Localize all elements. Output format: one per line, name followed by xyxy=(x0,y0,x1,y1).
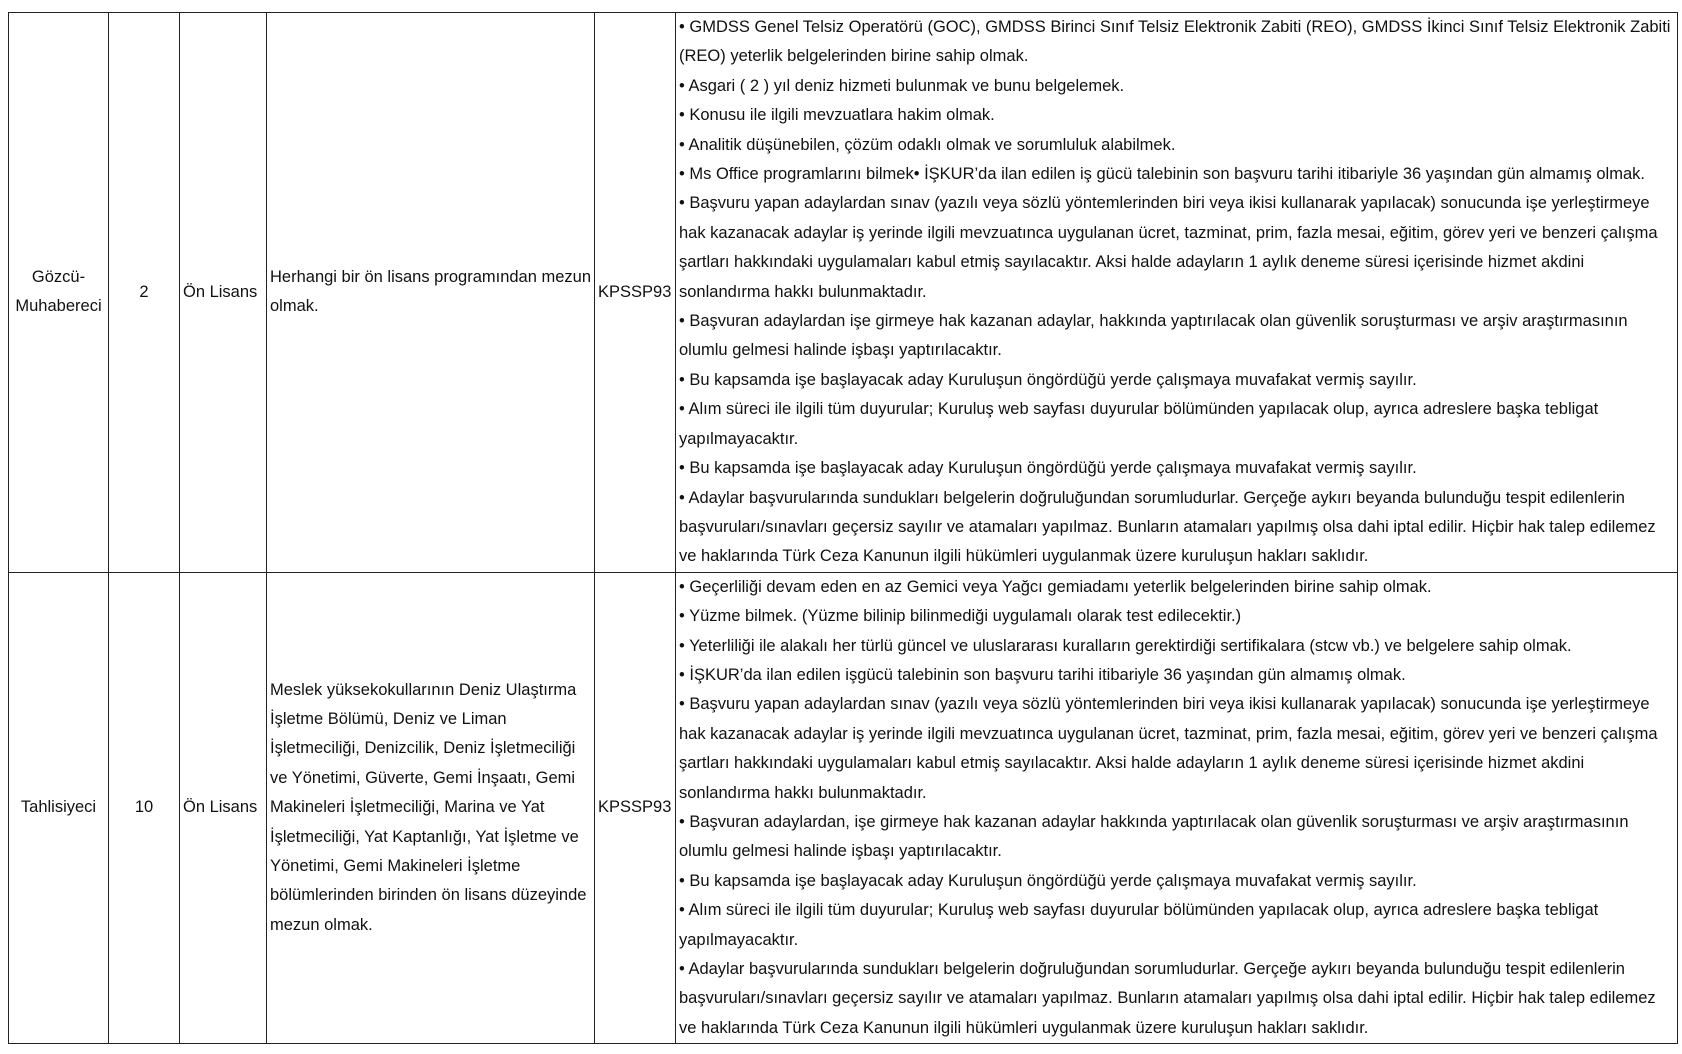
qualification-item: • Alım süreci ile ilgili tüm duyurular; Kuruluş web sayfası duyurular bölümünden yapılacak olup, ayrıca adreslere başka tebligat yapılmayacaktır. xyxy=(679,901,1599,949)
qualification-item: • Analitik düşünebilen, çözüm odaklı olmak ve sorumluluk alabilmek. xyxy=(679,135,1176,154)
qualification-item: • Alım süreci ile ilgili tüm duyurular; Kuruluş web sayfası duyurular bölümünden yapılacak olup, ayrıca adreslere başka tebligat yapılmayacaktır. xyxy=(679,400,1599,448)
education-level-cell xyxy=(180,572,267,1044)
program-requirement-cell xyxy=(267,572,595,1044)
education-level: Ön Lisans xyxy=(183,798,258,817)
position-title: Gözcü-Muhabereci xyxy=(15,267,102,316)
program-requirement: Meslek yüksekokullarının Deniz Ulaştırma İşletme Bölümü, Deniz ve Liman İşletmeciliği, Denizcilik, Deniz İşletmeciliği ve Yönetimi, Güverte, Gemi İnşaatı, Gemi Makineleri İşletmeciliği, Marina ve Yat İşletmeciliği, Yat Kaptanlığı, Yat İşletme ve Yönetimi, Gemi Makineleri İşletme bölümlerinden birinden ön lisans düzeyinde mezun olmak. xyxy=(270,680,587,934)
position-count-cell xyxy=(109,572,180,1044)
exam-score-type-cell xyxy=(595,13,676,573)
qualification-list-cell xyxy=(676,13,1678,573)
education-level-cell xyxy=(180,13,267,573)
job-listing-table-wrapper xyxy=(8,12,1677,1044)
qualification-item: • Adaylar başvurularında sundukları belgelerin doğruluğundan sorumludurlar. Gerçeğe aykırı beyanda bulunduğu tespit edilenlerin başvuruları/sınavları geçersiz sayılır ve atamaları yapılmaz. Bunların atamaları yapılmış olsa dahi iptal edilir. Hiçbir hak talep edilemez ve haklarında Türk Ceza Kanunun ilgili hükümleri uygulanmak üzere kuruluşun hakları saklıdır. xyxy=(679,488,1656,566)
program-requirement-cell xyxy=(267,13,595,573)
education-level: Ön Lisans xyxy=(183,282,258,301)
position-title-cell xyxy=(9,572,109,1044)
position-count: 2 xyxy=(139,282,149,301)
position-title: Tahlisiyeci xyxy=(20,798,97,817)
qualification-item: • İŞKUR’da ilan edilen işgücü talebinin son başvuru tarihi itibariyle 36 yaşından gün almamış olmak. xyxy=(679,665,1406,684)
qualification-item: • GMDSS Genel Telsiz Operatörü (GOC), GMDSS Birinci Sınıf Telsiz Elektronik Zabiti (REO), GMDSS İkinci Sınıf Telsiz Elektronik Zabiti (REO) yeterlik belgelerinden birine sahip olmak. xyxy=(679,18,1671,66)
qualification-item: • Başvuran adaylardan işe girmeye hak kazanan adaylar, hakkında yaptırılacak olan güvenlik soruşturması ve arşiv araştırmasının olumlu gelmesi halinde işbaşı yaptırılacaktır. xyxy=(679,312,1628,360)
exam-score-type: KPSSP93 xyxy=(598,798,672,817)
qualification-item: • Adaylar başvurularında sundukları belgelerin doğruluğundan sorumludurlar. Gerçeğe aykırı beyanda bulunduğu tespit edilenlerin başvuruları/sınavları geçersiz sayılır ve atamaları yapılmaz. Bunların atamaları yapılmış olsa dahi iptal edilir. Hiçbir hak talep edilemez ve haklarında Türk Ceza Kanunun ilgili hükümleri uygulanmak üzere kuruluşun hakları saklıdır. xyxy=(679,960,1656,1037)
qualification-item: • Bu kapsamda işe başlayacak aday Kuruluşun öngördüğü yerde çalışmaya muvafakat vermiş sayılır. xyxy=(679,459,1417,478)
qualification-item: • Başvuru yapan adaylardan sınav (yazılı veya sözlü yöntemlerinden biri veya ikisi kullanarak yapılacak) sonucunda işe yerleştirmeye hak kazanacak adaylar iş yerinde ilgili mevzuatınca uygulanan ücret, tazminat, prim, fazla mesai, eğitim, görev yeri ve benzeri çalışma şartları hakkındaki uygulamaları kabul etmiş sayılacaktır. Aksi halde adayların 1 aylık deneme süresi içerisinde hizmet akdini sonlandırma hakkı bulunmaktadır. xyxy=(679,695,1658,802)
exam-score-type: KPSSP93 xyxy=(598,282,672,301)
position-count-cell xyxy=(109,13,180,573)
qualification-list-cell xyxy=(676,572,1678,1044)
position-title-cell xyxy=(9,13,109,573)
qualification-item: • Yeterliliği ile alakalı her türlü güncel ve uluslararası kuralların gerektirdiği sertifikalara (stcw vb.) ve belgelere sahip olmak. xyxy=(679,636,1572,655)
position-count: 10 xyxy=(134,798,154,817)
qualification-item: • Bu kapsamda işe başlayacak aday Kuruluşun öngördüğü yerde çalışmaya muvafakat vermiş sayılır. xyxy=(679,871,1417,890)
qualification-item: • Başvuru yapan adaylardan sınav (yazılı veya sözlü yöntemlerinden biri veya ikisi kullanarak yapılacak) sonucunda işe yerleştirmeye hak kazanacak adaylar iş yerinde ilgili mevzuatınca uygulanan ücret, tazminat, prim, fazla mesai, eğitim, görev yeri ve benzeri çalışma şartları hakkındaki uygulamaları kabul etmiş sayılacaktır. Aksi halde adayların 1 aylık deneme süresi içerisinde hizmet akdini sonlandırma hakkı bulunmaktadır. xyxy=(679,194,1658,301)
qualification-item: • Konusu ile ilgili mevzuatlara hakim olmak. xyxy=(679,106,995,125)
qualification-item: • Başvuran adaylardan, işe girmeye hak kazanan adaylar hakkında yaptırılacak olan güvenlik soruşturması ve arşiv araştırmasının olumlu gelmesi halinde işbaşı yaptırılacaktır. xyxy=(679,812,1629,861)
qualification-item: • Asgari ( 2 ) yıl deniz hizmeti bulunmak ve bunu belgelemek. xyxy=(679,76,1125,95)
table-row xyxy=(9,13,1678,573)
qualification-item: • Ms Office programlarını bilmek• İŞKUR’da ilan edilen iş gücü talebinin son başvuru tarihi itibariyle 36 yaşından gün almamış olmak. xyxy=(679,165,1645,184)
exam-score-type-cell xyxy=(595,572,676,1044)
job-listing-table xyxy=(8,12,1678,1044)
qualification-item: • Geçerliliği devam eden en az Gemici veya Yağcı gemiadamı yeterlik belgelerinden birine sahip olmak. xyxy=(679,577,1432,596)
table-row xyxy=(9,572,1678,1044)
qualification-item: • Bu kapsamda işe başlayacak aday Kuruluşun öngördüğü yerde çalışmaya muvafakat vermiş sayılır. xyxy=(679,370,1417,389)
program-requirement: Herhangi bir ön lisans programından mezun olmak. xyxy=(270,267,592,316)
qualification-item: • Yüzme bilmek. (Yüzme bilinip bilinmediği uygulamalı olarak test edilecektir.) xyxy=(679,607,1242,626)
